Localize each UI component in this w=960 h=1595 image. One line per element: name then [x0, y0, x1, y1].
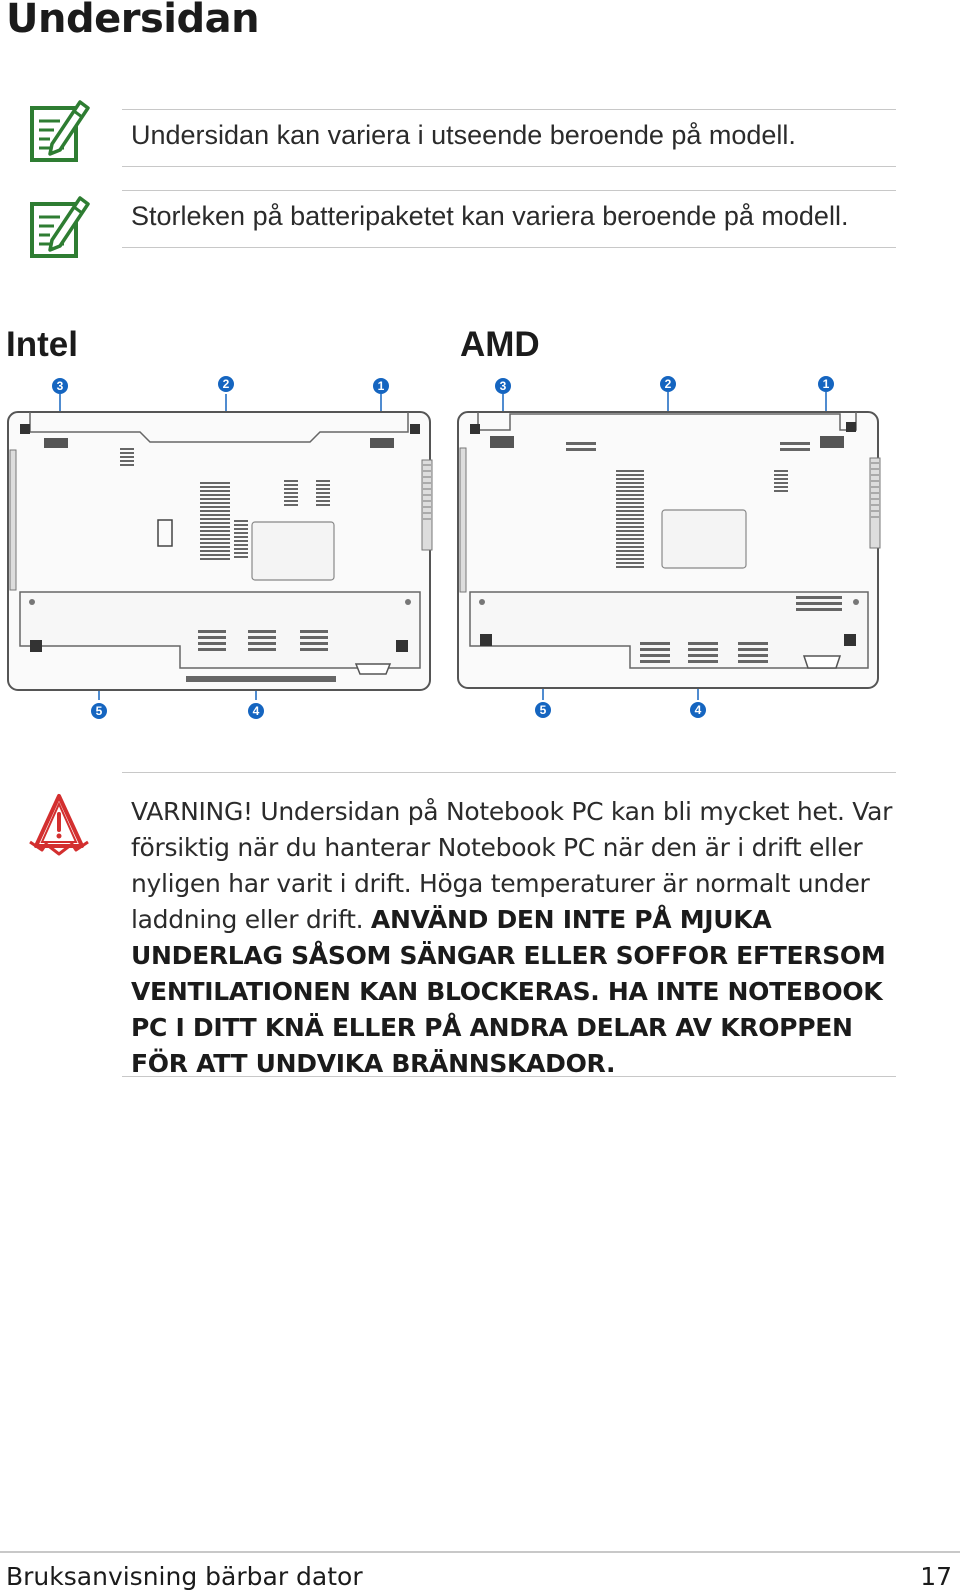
page-number: 17: [920, 1562, 952, 1591]
note-text: Undersidan kan variera i utseende beroende på modell.: [131, 120, 796, 150]
footer-rule: [0, 1551, 960, 1553]
callout-1: 1: [822, 377, 830, 391]
note-rule-top: [122, 109, 896, 110]
callout-2: 2: [664, 377, 672, 391]
amd-underside-diagram: [450, 370, 890, 730]
note-rule-bottom: [122, 247, 896, 248]
note-pencil-icon: [28, 94, 92, 164]
callout-1: 1: [377, 379, 385, 393]
callout-4: 4: [252, 704, 260, 718]
note-pencil-icon: [28, 190, 92, 260]
warning-text: [131, 794, 901, 1082]
figure-label-intel: Intel: [6, 325, 78, 364]
figure-label-amd: AMD: [460, 325, 540, 364]
note-rule-bottom: [122, 166, 896, 167]
callout-5: 5: [95, 704, 103, 718]
note-text: Storleken på batteripaketet kan variera beroende på modell.: [131, 201, 849, 231]
intel-underside-diagram: [0, 370, 440, 730]
callout-5: 5: [539, 703, 547, 717]
warning-rule-bottom: [122, 1076, 896, 1077]
callout-3: 3: [499, 379, 507, 393]
footer-title: Bruksanvisning bärbar dator: [6, 1562, 363, 1591]
warning-rule-top: [122, 772, 896, 773]
warning-text-bold: ANVÄND DEN INTE PÅ MJUKA UNDERLAG SÅSOM SÄNGAR ELLER SOFFOR EFTERSOM VENTILATIONEN KAN BLOCKERAS. HA INTE NOTEBOOK PC I DITT KNÄ ELLER PÅ ANDRA DELAR AV KROPPEN FÖR ATT UNDVIKA BRÄNNSKADOR.: [131, 905, 886, 1078]
page-title: Undersidan: [6, 0, 260, 42]
note-rule-top: [122, 190, 896, 191]
warning-hot-surface-icon: [26, 790, 92, 860]
callout-2: 2: [222, 377, 230, 391]
warning-text-normal: VARNING! Undersidan på Notebook PC kan bli mycket het. Var försiktig när du hanterar Notebook PC när den är i drift eller nyligen har varit i drift. Höga temperaturer är normalt under laddning eller drift.: [131, 797, 893, 934]
callout-3: 3: [56, 379, 64, 393]
callout-4: 4: [694, 703, 702, 717]
